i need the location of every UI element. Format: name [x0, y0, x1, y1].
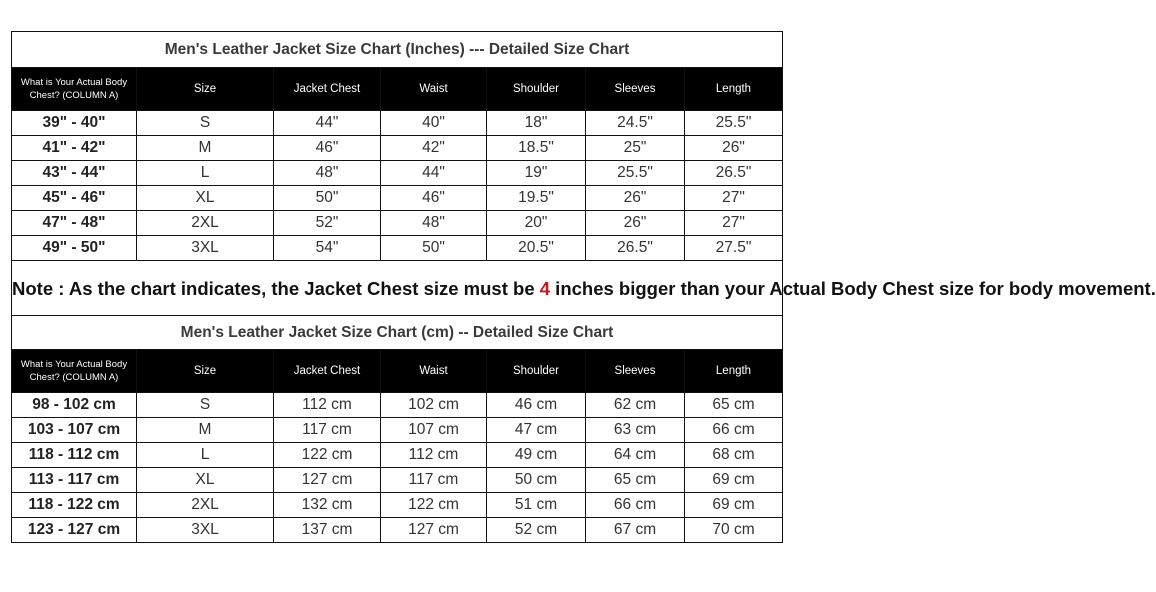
note-text-before: Note : As the chart indicates, the Jacket Chest size must be [12, 277, 540, 299]
note-text-after: inches bigger than your Actual Body Chest size for body movement. [550, 277, 1156, 299]
cm-cell: 113 - 117 cm [12, 468, 137, 493]
cm-cell: 103 - 107 cm [12, 418, 137, 443]
cm-cell: 118 - 122 cm [12, 493, 137, 518]
inches-cell: 19.5" [487, 186, 586, 211]
cm-cell: 3XL [137, 518, 274, 543]
cm-cell: 107 cm [381, 418, 487, 443]
inches-table-title: Men's Leather Jacket Size Chart (Inches) --- Detailed Size Chart [12, 32, 783, 68]
inches-header-2: Jacket Chest [274, 68, 381, 111]
cm-cell: M [137, 418, 274, 443]
note-highlight-number: 4 [539, 277, 551, 299]
cm-table-row [12, 493, 783, 518]
cm-cell: 117 cm [274, 418, 381, 443]
cm-cell: 117 cm [381, 468, 487, 493]
inches-cell: 48" [381, 211, 487, 236]
cm-header-0: What is Your Actual Body Chest? (COLUMN A) [12, 350, 137, 393]
inches-cell: 20" [487, 211, 586, 236]
cm-cell: 137 cm [274, 518, 381, 543]
inches-cell: 46" [274, 136, 381, 161]
cm-cell: 98 - 102 cm [12, 393, 137, 418]
inches-cell: 25.5" [685, 111, 783, 136]
inches-cell: L [137, 161, 274, 186]
inches-cell: 18.5" [487, 136, 586, 161]
cm-table-row [12, 443, 783, 468]
inches-cell: 26.5" [685, 161, 783, 186]
inches-cell: 26.5" [586, 236, 685, 261]
inches-cell: 20.5" [487, 236, 586, 261]
inches-cell: M [137, 136, 274, 161]
inches-cell: 44" [274, 111, 381, 136]
cm-cell: 69 cm [685, 468, 783, 493]
cm-cell: 112 cm [274, 393, 381, 418]
cm-cell: 52 cm [487, 518, 586, 543]
inches-cell: 52" [274, 211, 381, 236]
inches-cell: 44" [381, 161, 487, 186]
inches-cell: 26" [685, 136, 783, 161]
inches-table-row [12, 161, 783, 186]
cm-cell: 46 cm [487, 393, 586, 418]
inches-header-row [12, 68, 783, 111]
cm-cell: 62 cm [586, 393, 685, 418]
cm-cell: 67 cm [586, 518, 685, 543]
cm-cell: 51 cm [487, 493, 586, 518]
inches-cell: 27" [685, 186, 783, 211]
cm-cell: 69 cm [685, 493, 783, 518]
cm-table-row [12, 518, 783, 543]
cm-cell: L [137, 443, 274, 468]
cm-cell: XL [137, 468, 274, 493]
inches-cell: 46" [381, 186, 487, 211]
inches-table-row [12, 211, 783, 236]
inches-cell: 39" - 40" [12, 111, 137, 136]
cm-header-6: Length [685, 350, 783, 393]
cm-title-row [12, 316, 783, 350]
size-chart-sheet [11, 31, 1156, 543]
cm-cell: 49 cm [487, 443, 586, 468]
inches-cell: 40" [381, 111, 487, 136]
inches-cell: 50" [274, 186, 381, 211]
inches-header-3: Waist [381, 68, 487, 111]
sizing-note [12, 261, 1156, 316]
cm-cell: 65 cm [586, 468, 685, 493]
cm-cell: 118 - 112 cm [12, 443, 137, 468]
cm-cell: S [137, 393, 274, 418]
inches-cell: 43" - 44" [12, 161, 137, 186]
cm-cell: 66 cm [586, 493, 685, 518]
cm-table-row [12, 393, 783, 418]
inches-cell: 18" [487, 111, 586, 136]
cm-cell: 65 cm [685, 393, 783, 418]
inches-cell: 47" - 48" [12, 211, 137, 236]
inches-cell: 26" [586, 211, 685, 236]
inches-cell: 54" [274, 236, 381, 261]
inches-cell: 26" [586, 186, 685, 211]
inches-title-row [12, 32, 783, 68]
cm-header-4: Shoulder [487, 350, 586, 393]
inches-cell: 25.5" [586, 161, 685, 186]
inches-cell: 48" [274, 161, 381, 186]
cm-header-2: Jacket Chest [274, 350, 381, 393]
cm-table-title: Men's Leather Jacket Size Chart (cm) -- Detailed Size Chart [12, 316, 783, 350]
cm-cell: 64 cm [586, 443, 685, 468]
cm-header-3: Waist [381, 350, 487, 393]
inches-cell: 27" [685, 211, 783, 236]
cm-cell: 68 cm [685, 443, 783, 468]
inches-table-row [12, 236, 783, 261]
inches-cell: S [137, 111, 274, 136]
cm-cell: 2XL [137, 493, 274, 518]
cm-cell: 47 cm [487, 418, 586, 443]
cm-cell: 122 cm [274, 443, 381, 468]
inches-header-5: Sleeves [586, 68, 685, 111]
cm-cell: 122 cm [381, 493, 487, 518]
cm-table-row [12, 418, 783, 443]
inches-cell: XL [137, 186, 274, 211]
inches-cell: 27.5" [685, 236, 783, 261]
inches-cell: 50" [381, 236, 487, 261]
inches-header-0: What is Your Actual Body Chest? (COLUMN A) [12, 68, 137, 111]
cm-header-1: Size [137, 350, 274, 393]
cm-header-row [12, 350, 783, 393]
cm-cell: 70 cm [685, 518, 783, 543]
inches-cell: 45" - 46" [12, 186, 137, 211]
cm-cell: 63 cm [586, 418, 685, 443]
cm-cell: 102 cm [381, 393, 487, 418]
inches-table-row [12, 111, 783, 136]
cm-header-5: Sleeves [586, 350, 685, 393]
inches-cell: 25" [586, 136, 685, 161]
inches-cell: 42" [381, 136, 487, 161]
note-row [12, 261, 783, 316]
inches-header-4: Shoulder [487, 68, 586, 111]
inches-table-row [12, 136, 783, 161]
inches-cell: 3XL [137, 236, 274, 261]
inches-table-row [12, 186, 783, 211]
cm-cell: 50 cm [487, 468, 586, 493]
cm-cell: 123 - 127 cm [12, 518, 137, 543]
cm-cell: 132 cm [274, 493, 381, 518]
cm-cell: 66 cm [685, 418, 783, 443]
cm-table-row [12, 468, 783, 493]
cm-cell: 112 cm [381, 443, 487, 468]
cm-cell: 127 cm [381, 518, 487, 543]
inches-cell: 19" [487, 161, 586, 186]
inches-header-6: Length [685, 68, 783, 111]
inches-cell: 41" - 42" [12, 136, 137, 161]
size-chart-table [11, 31, 1156, 543]
inches-cell: 2XL [137, 211, 274, 236]
inches-cell: 49" - 50" [12, 236, 137, 261]
inches-cell: 24.5" [586, 111, 685, 136]
inches-header-1: Size [137, 68, 274, 111]
cm-cell: 127 cm [274, 468, 381, 493]
